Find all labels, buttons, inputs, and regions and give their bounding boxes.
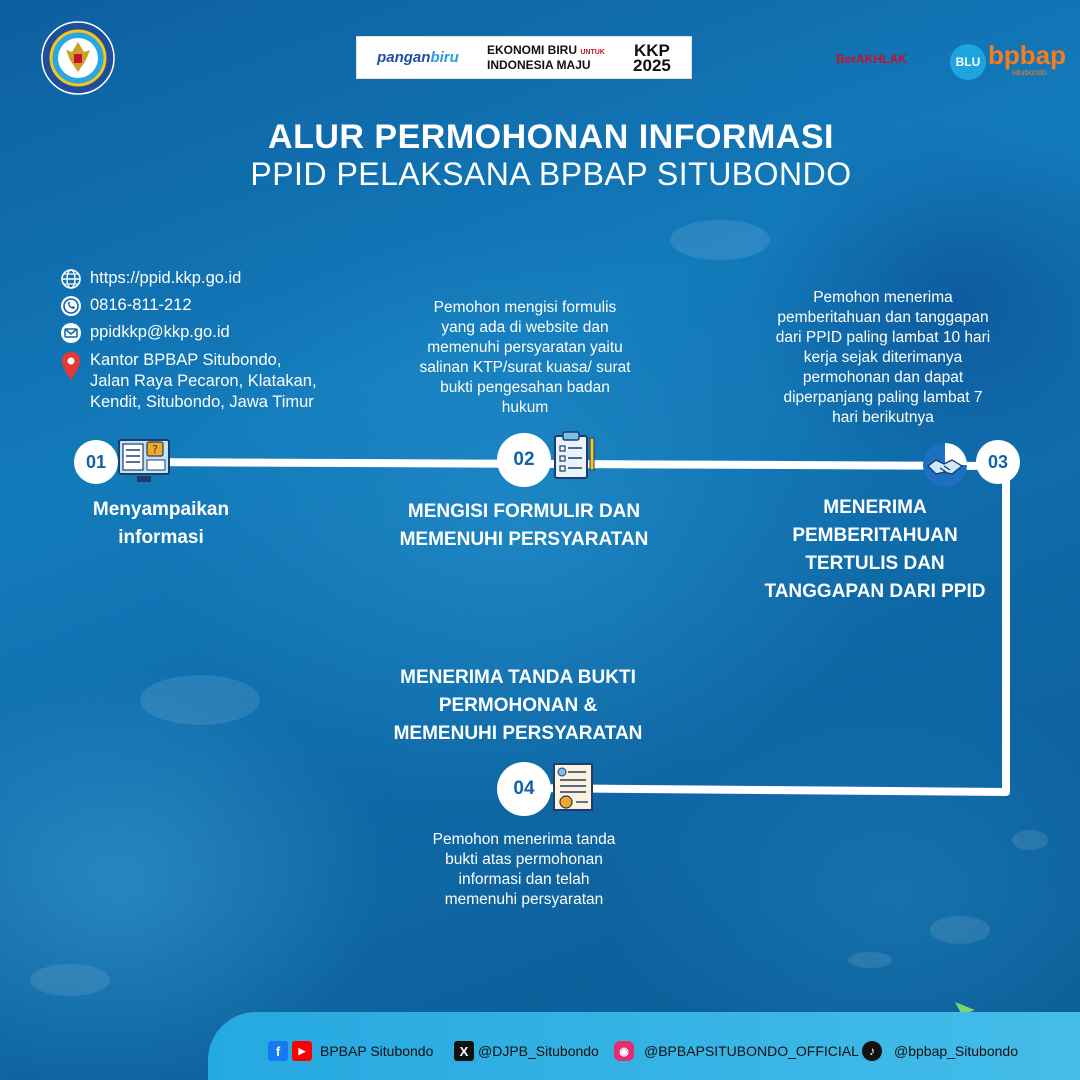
step-3-description: Pemohon menerima pemberitahuan dan tanggapan dari PPID paling lambat 10 hari kerja sejak diterimanya permohonan dan dapat diperpanjang paling lambat 7 hari berikutnya: [775, 289, 991, 426]
step-4-title: MENERIMA TANDA BUKTI PERMOHONAN & MEMENUHI PERSYARATAN: [393, 667, 643, 744]
step-3-number: 03: [976, 440, 1020, 484]
certificate-icon: [548, 762, 604, 812]
footer-x[interactable]: [454, 1041, 599, 1061]
kkp-2025-logo: KKP 2025: [633, 40, 671, 75]
step-3-title: MENERIMA PEMBERITAHUAN TERTULIS DAN TANGGAPAN DARI PPID: [764, 497, 986, 602]
blu-logo: BLU: [950, 44, 986, 80]
bpbap-logo-subtitle: situbondo: [1012, 68, 1047, 77]
tiktok-handle: @bpbap_Situbondo: [894, 1043, 1018, 1059]
step-4-description: Pemohon menerima tanda bukti atas permohonan informasi dan telah memenuhi persyaratan: [432, 831, 616, 908]
facebook-icon: f: [268, 1041, 288, 1061]
svg-text:?: ?: [152, 443, 158, 456]
footer-instagram[interactable]: [614, 1041, 859, 1061]
berakhlak-logo: BerAKHLAK: [836, 52, 907, 66]
website-url[interactable]: https://ppid.kkp.go.id: [90, 269, 242, 287]
facebook-youtube-handle: BPBAP Situbondo: [320, 1043, 434, 1059]
page-subtitle: PPID PELAKSANA BPBAP SITUBONDO: [250, 156, 852, 192]
step-4-number: 04: [497, 762, 551, 816]
instagram-icon: ◉: [614, 1041, 634, 1061]
x-icon: X: [454, 1041, 474, 1061]
computer-form-icon: [117, 436, 173, 486]
handshake-icon: [922, 442, 968, 488]
ekonomi-biru-logo: EKONOMI BIRU UNTUK INDONESIA MAJU: [486, 43, 605, 72]
phone-number[interactable]: 0816-811-212: [90, 296, 192, 314]
youtube-icon: ▶: [292, 1041, 312, 1061]
email-address[interactable]: ppidkkp@kkp.go.id: [90, 323, 230, 341]
footer-facebook-youtube[interactable]: [268, 1041, 433, 1061]
tiktok-icon: ♪: [862, 1041, 882, 1061]
footer-tiktok[interactable]: [862, 1041, 1018, 1061]
instagram-handle: @BPBAPSITUBONDO_OFFICIAL: [644, 1043, 859, 1059]
step-2-number: 02: [497, 433, 551, 487]
step-2-title: MENGISI FORMULIR DAN MEMENUHI PERSYARATAN: [399, 501, 649, 550]
step-2-description: Pemohon mengisi formulis yang ada di website dan memenuhi persyaratan yaitu salinan KTP/surat kuasa/ surat bukti pengesahan badan hukum: [419, 299, 631, 416]
clipboard-icon: [545, 430, 601, 480]
x-handle: @DJPB_Situbondo: [478, 1043, 599, 1059]
step-1-number: 01: [74, 440, 118, 484]
address-text: Kantor BPBAP Situbondo, Jalan Raya Pecaron, Klatakan, Kendit, Situbondo, Jawa Timur: [90, 351, 317, 411]
step-1-title: Menyampaikan informasi: [92, 499, 230, 548]
bpbap-logo: bpbap: [988, 40, 1066, 70]
page-title: ALUR PERMOHONAN INFORMASI: [268, 118, 834, 156]
panganbiru-logo: panganbiru: [377, 49, 459, 66]
